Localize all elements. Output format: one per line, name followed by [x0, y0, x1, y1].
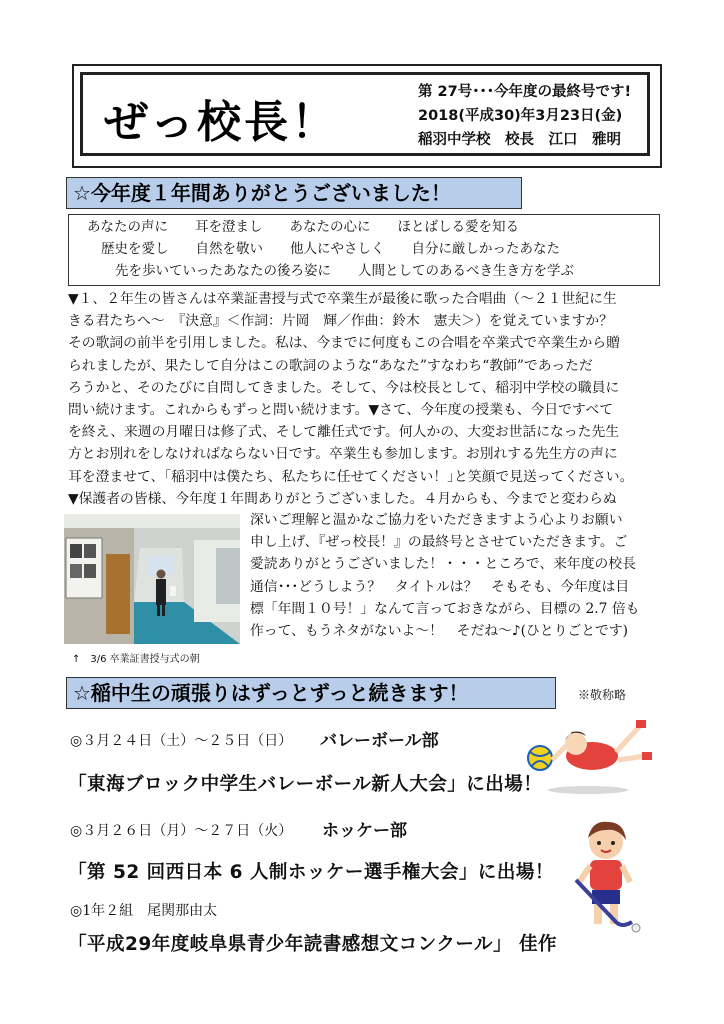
event-date: ◎３月２４日（土）～２５日（日） — [70, 733, 293, 749]
lyrics-line: 歴史を愛し 自然を敬い 他人にやさしく 自分に厳しかったあなた — [101, 241, 560, 257]
article-body — [68, 288, 633, 510]
body-line: 問い続けます。これからもずっと問い続けます。▼さて、今年度の授業も、今日ですべて — [68, 402, 614, 419]
lyrics-quote-box — [68, 214, 660, 286]
event-date: ◎３月２６日（月）～２７日（火） — [70, 823, 293, 839]
graduation-morning-photo — [64, 514, 240, 644]
event-date: ◎1年２組 尾関那由太 — [70, 903, 218, 919]
hockey-player-illustration — [566, 818, 646, 934]
lyrics-line: 先を歩いていったあなたの後ろ姿に 人間としてのあるべき生き方を学ぶ — [115, 263, 574, 279]
section1-heading: ☆今年度１年間ありがとうございました！ — [66, 177, 522, 209]
lyrics-line: あなたの声に 耳を澄まし あなたの心に ほとばしる愛を知る — [87, 219, 519, 235]
body-line: ▼保護者の皆様、今年度１年間ありがとうございました。４月からも、今までと変わらぬ — [68, 490, 617, 507]
body-line: 通信･･･どうしよう？ タイトルは？ そもそも、今年度は目 — [250, 578, 630, 595]
body-line: 愛読ありがとうございました！・・・ところで、来年度の校長 — [250, 556, 636, 573]
body-line: 耳を澄ませて、｢稲羽中は僕たち、私たちに任せてください！｣と笑顔で見送ってください。 — [68, 468, 634, 485]
newsletter-title: ぜっ校長！ — [104, 97, 339, 148]
body-line: ろうかと、そのたびに自問してきました。そして、今は校長として、稲羽中学校の職員に — [68, 379, 620, 396]
issue-number: 第 27号･･･今年度の最終号です! — [418, 84, 632, 100]
body-line: 方とお別れをしなければならない日です。卒業生も参加します。お別れする先生方の声に — [68, 446, 618, 463]
article-body-wrap — [250, 509, 639, 642]
body-line: を終え、来週の月曜日は修了式、そして離任式です。何人かの、大変お世話になった先生 — [68, 424, 620, 441]
body-line: ▼１、２年生の皆さんは卒業証書授与式で卒業生が最後に歌った合唱曲（～２１世紀に生 — [68, 291, 617, 307]
issue-date: 2018(平成30)年3月23日(金) — [418, 108, 623, 124]
event-title: 「平成29年度岐阜県青少年読書感想文コンクール」 佳作 — [68, 934, 557, 955]
photo-caption: ↑ 3/6 卒業証書授与式の朝 — [72, 654, 200, 665]
event-title: 「第 52 回西日本 6 人制ホッケー選手権大会」に出場！ — [68, 862, 554, 883]
body-line: 作って、もうネタがないよ～！ そだね～♪(ひとりごとです) — [250, 623, 629, 640]
event-club: バレーボール部 — [320, 731, 439, 751]
body-line: 標「年間１０号！」なんて言っておきながら、目標の 2.7 倍も — [250, 600, 640, 617]
body-line: 深いご理解と温かなご協力をいただきますよう心よりお願い — [250, 512, 623, 528]
body-line: 申し上げ、『ぜっ校長！』の最終号とさせていただきます。ご — [250, 534, 628, 551]
volleyball-player-illustration — [522, 716, 654, 802]
body-line: られましたが、果たして自分はこの歌詞のような“あなた”すなわち“教師”であっただ — [68, 357, 593, 374]
event-title: 「東海ブロック中学生バレーボール新人大会」に出場！ — [68, 774, 543, 795]
section2-heading: ☆稲中生の頑張りはずっとずっと続きます！ — [66, 677, 556, 709]
author-line: 稲羽中学校 校長 江口 雅明 — [418, 132, 621, 148]
honorifics-note: ※敬称略 — [578, 688, 627, 702]
event-club: ホッケー部 — [322, 821, 407, 841]
masthead-info — [418, 80, 631, 152]
body-line: きる君たちへ～ 『決意』＜作詞：片岡 輝／作曲：鈴木 憲夫＞）を覚えていますか？ — [68, 313, 613, 330]
body-line: その歌詞の前半を引用しました。私は、今までに何度もこの合唱を卒業式で卒業生から贈 — [68, 335, 620, 352]
